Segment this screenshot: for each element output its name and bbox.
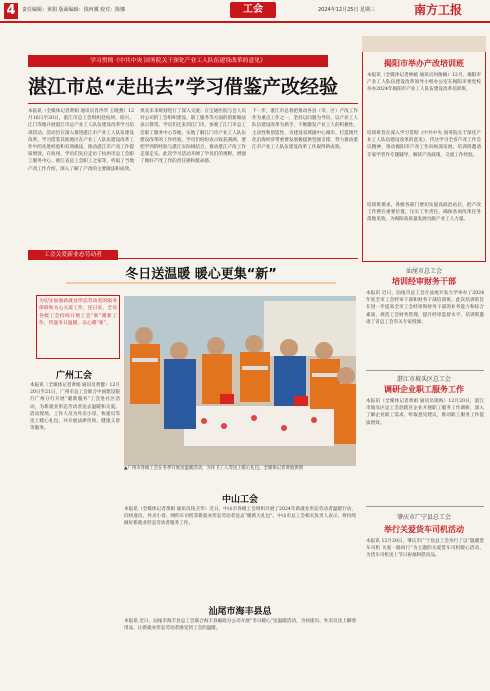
right-sub3-body: 本报讯 12月20日，肇庆市广宁县总工会举行了以“温暖货车司机 关爱一路同行”为主题的关爱货车司机暖心活动，为货车司机送上节日祝福和慰问品。: [366, 539, 484, 559]
section2-kicker: 工会关爱新业态劳动者: [28, 250, 118, 260]
right-body-3: 培训班要求，各级各部门要切实提高政治站位，把产改工作摆在重要位置，压实工作责任，确保各项改革任务落地见效，为揭阳高质量发展贡献产业工人力量。: [367, 203, 481, 223]
masthead-logo: 南方工报: [414, 3, 463, 17]
shanwei-body: 本报讯 近日，汕尾市海丰县总工会联合海丰县邮政分公司开展“冬日暖心”送温暖活动，为快递员、外卖员送上御寒用品，让新就业形态劳动者感受到工会的温暖。: [124, 619, 356, 632]
right-body-1: 本报讯（全媒体记者林媛 通讯员何俊楠）12月，揭阳市产业工人队伍建设改革领导小组办公室在揭阳市委党校举办2024年揭阳市产业工人队伍建设改革培训班。: [367, 73, 481, 93]
main-headline: 湛江市总“走出去”学习借鉴产改经验: [28, 76, 338, 98]
guangzhou-body: 本报讯（全媒体记者黄娟 通讯员黄健）12月20日至21日，广州市总工会联合中国建设银行广州分行开展“暖新服务”工会进社区活动，为新就业形态劳动者送去温暖和关爱。活动现场，工作人员为外卖小哥、快递员等送上暖心礼包，并开展法律咨询、健康义诊等服务。: [30, 383, 120, 432]
header-date: 2024年12月25日 星期三: [318, 7, 376, 13]
main-article-col1: 本报讯（全媒体记者黄娟 通讯员肖冉华 王晓燕）12月16日至20日，湛江市总工会组织赴杭州、绍兴、江门等地开展湛江市总产业工人队伍建设改革学习培训活动。活动旨在深入推进湛江市产业工人队伍建设改革，学习借鉴其他地区在产业工人队伍建设改革工作中的先进经验和有效做法，推动湛江市产改工作提质增效。在杭州，学员们先后走访了杭州市总工会职工服务中心、浙江省总工会职工之家等，听取了当地产改工作介绍，深入了解了产改的主要做法和成效。: [28, 109, 134, 172]
section2-photo: [124, 296, 356, 466]
section2-headline-underline: [66, 282, 336, 284]
main-article-col2: 果及未来规划进行了深入交流；在宝通医院与会人员对公司的工会组织建设、职工服务等方面的创新做法表示赞赏。学员们还来到江门市，参观了江门市总工会职工服务中心等地，实地了解江门市产业工人队伍建设改革的工作经验。学员们纷纷表示收获满满，要把学到的经验与湛江实际相结合，推动湛江产改工作走深走实。此次学习活动开阔了学员们的视野，增强了做好产改工作的责任感和使命感。: [140, 109, 246, 165]
right-sub1-title: 培训经审财务干部: [392, 277, 456, 286]
right-sub3-kicker: 肇庆市广宁县总工会: [396, 514, 451, 521]
right-headline: 揭阳市举办产改培训班: [384, 59, 464, 68]
zhongshan-subhead: 中山工会: [221, 495, 258, 505]
main-article-col3: 下一步，湛江市总将把推动各县（市、区）产改工作作为重点工作之一，坚持以问题为导向，以产业工人队伍建设改革为抓手，不断激发产业工人的积极性、主动性和创造性，为建设省域副中心城市、打造现代化沿海经济带重要发展极提供坚强支撑，努力推动湛江市产业工人队伍建设改革工作取得新成效。: [252, 109, 358, 151]
main-divider: [28, 103, 358, 104]
section2-lead: 为切实加强新就业形态劳动者的服务保障和关心关爱工作，连日来，全省各级工会持续开展工会“新”暖新工作，传递冬日温暖，以心暖“新”。: [39, 299, 117, 327]
header-editors: 责任编辑：黄娟 版面编辑：钱珂骥 校对：陈娜: [22, 7, 126, 13]
section2-headline: 冬日送温暖 暖心更集“新”: [125, 267, 277, 282]
photo-illustration: [124, 296, 356, 466]
page-number: 4: [4, 3, 18, 19]
right-body-2: 培训班旨在深入学习贯彻《中共中央 国务院关于深化产业工人队伍建设改革的意见》，传达学习全省产改工作会议精神，推动揭阳市产改工作向纵深发展。培训班邀请专家学者作专题辅导，解读产改政策，交流工作经验。: [367, 131, 481, 158]
right-sub1-kicker: 汕尾市总工会: [405, 268, 442, 275]
right-sub3-title: 举行关爱货车司机活动: [384, 525, 464, 534]
right-divider-1: [366, 370, 484, 371]
right-sub2-body: 本报讯（全媒体记者黄娟 通讯员梁海）12月20日，湛江市坡头区总工会赴辖区企业开展职工服务工作调研，深入了解企业职工需求，听取意见建议，推动职工服务工作提质增效。: [366, 399, 484, 426]
right-feature-band: [362, 36, 486, 52]
right-sub2-kicker: 湛江市坡头区总工会: [396, 376, 451, 383]
main-kicker: 学习贯彻《中共中央 国务院关于深化产业工人队伍建设改革的意见》: [28, 55, 328, 67]
photo-caption: ▲广州市各级工会在冬季开展送温暖活动，为环卫工人等送上暖心礼包。全媒体记者黄娟供图: [124, 466, 304, 471]
section-badge: 工会: [230, 2, 276, 18]
right-sub2-title: 调研企业职工服务工作: [384, 385, 464, 394]
shanwei-subhead: 汕尾市海丰县总: [208, 607, 272, 617]
right-sub1-body: 本报讯 近日，汕尾市总工会在汕尾开发大学举办了2024年度全市工会经审干部和财务干部培训班。此次培训班旨在进一步提高全市工会经审和财务干部的业务能力和综合素质，规范工会财务管理，提升经审监督水平。培训班邀请了省总工会有关专家授课。: [366, 291, 484, 325]
right-divider-2: [366, 506, 484, 507]
guangzhou-subhead: 广州工会: [55, 371, 92, 381]
header-divider: [0, 21, 490, 23]
zhongshan-body: 本报讯（全媒体记者黄娟 通讯员钱卫华）近日，中山市各级工会组织开展了2024年新就业形态劳动者温暖行动，向快递员、外卖小哥、网约车司机等新就业形态劳动者送去“暖新大礼包”。中山市总工会相关负责人表示，将持续做好新就业形态劳动者服务工作。: [124, 507, 356, 527]
